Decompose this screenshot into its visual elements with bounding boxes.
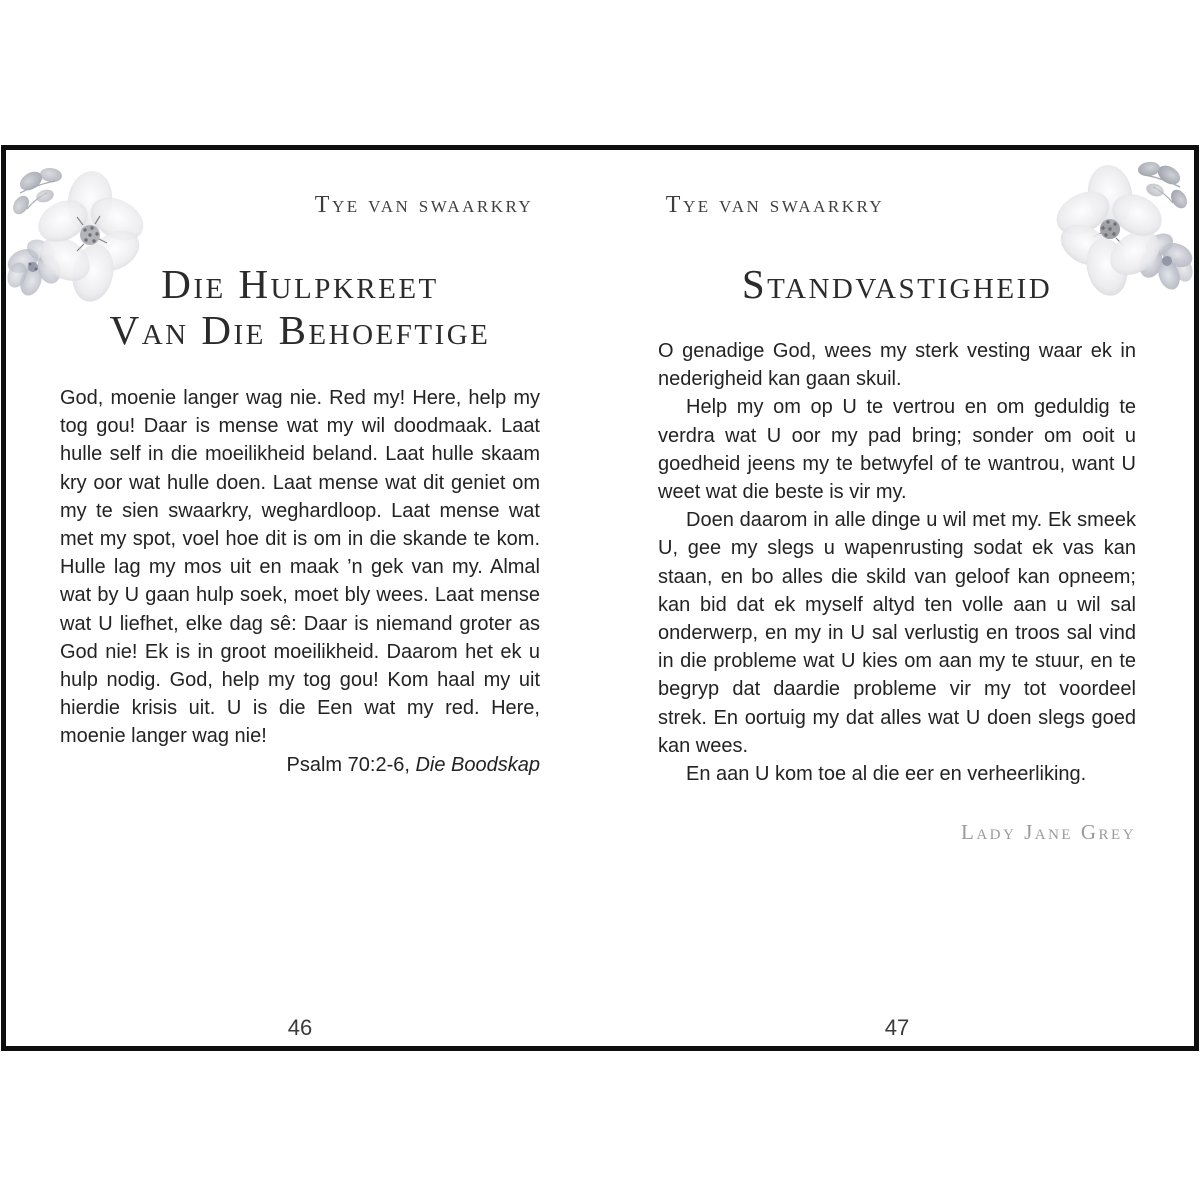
page-title-right: Standvastigheid [741,261,1053,307]
prayer-paragraph: O genadige God, wees my sterk vesting waar ek in nederigheid kan gaan skuil. [658,340,1136,391]
body-text-left [60,384,540,779]
page-number-left: 46 [287,1015,313,1040]
page-title-left [60,261,540,353]
prayer-paragraph: God, moenie langer wag nie. Red my! Here, help my tog gou! Daar is mense wat my wil doodmaak. Laat hulle self in die moeilikheid beland. Laat hulle skaam kry oor wat hulle doen. Laat mense wat dit geniet om my te sien swaarkry, weghardloop. Laat mense wat met my spot, voel hoe dit is om in die skande te kom. Hulle lag my mos uit en maak ’n gek van my. Almal wat by U gaan hulp soek, moet bly wees. Laat mense wat U liefhet, elke dag sê: Daar is niemand groter as God nie! Ek is in groot moeilikheid. Daarom het ek u hulp nodig. God, help my tog gou! Kom haal my uit hierdie krisis uit. U is die Een wat my red. Here, moenie langer wag nie! [60,387,540,748]
page-number-right: 47 [884,1015,910,1040]
title-line-1: Die Hulpkreet [161,261,439,307]
title-line-2: Van Die Behoeftige [109,307,491,353]
prayer-paragraph: Help my om op U te vertrou en om geduldig te verdra wat U oor my pad bring; sonder om ooit u goedheid jeens my te betwyfel of te wantrou, want U weet wat die beste is vir my. [658,396,1136,504]
scripture-reference: Psalm 70:2-6, [286,753,416,776]
running-head-right: Tye van swaarkry [665,192,885,218]
scripture-attribution [60,751,540,779]
author-attribution: Lady Jane Grey [961,820,1136,844]
running-head-left: Tye van swaarkry [314,192,534,218]
prayer-paragraph: Doen daarom in alle dinge u wil met my. Ek smeek U, gee my slegs u wapenrusting sodat ek vas kan staan, en bo alles die skild van geloof kan opneem; kan bid dat ek myself altyd ten volle aan u wil sal onderwerp, en my in U sal verlustig en troos sal vind in die probleme wat U kies om aan my te stuur, en te begryp dat daardie probleme vir my tot voordeel strek. En oortuig my dat alles wat U doen slegs goed kan wees. [658,509,1136,757]
prayer-paragraph: En aan U kom toe al die eer en verheerliking. [686,763,1087,786]
source-title: Die Boodskap [415,753,540,776]
body-text-right [658,337,1136,788]
